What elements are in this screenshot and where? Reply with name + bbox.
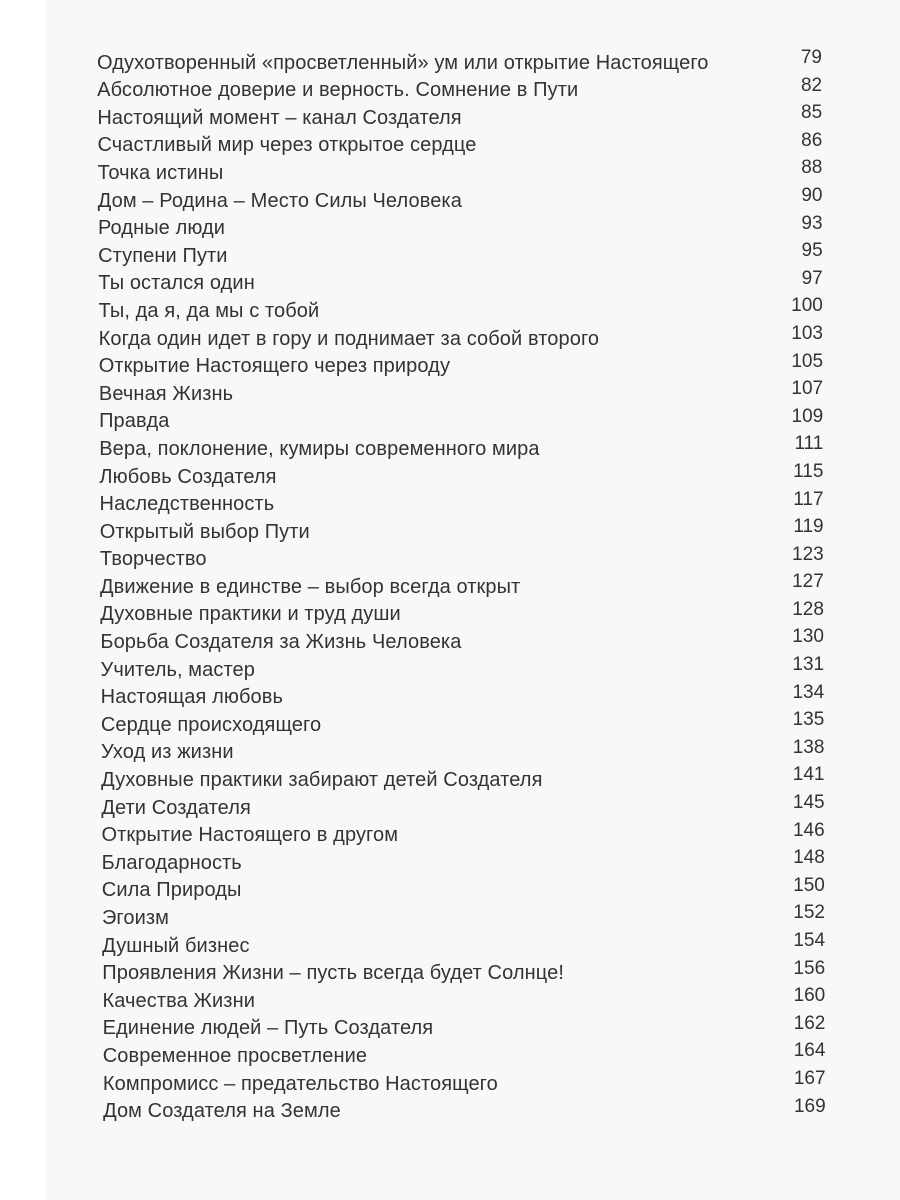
toc-entry-title: Открытие Настоящего в другом [101,824,399,847]
toc-entry-title: Учитель, мастер [100,658,255,681]
toc-entry-title: Вера, поклонение, кумиры современного мира [99,437,540,460]
toc-entry-page-number: 82 [800,74,823,96]
toc-entry-page-number: 105 [791,350,824,372]
toc-entry [101,792,824,820]
toc-entry [100,489,824,517]
toc-entry-page-number: 138 [792,736,825,758]
toc-entry [99,406,823,434]
toc-entry [98,268,822,296]
toc-entry-title: Любовь Создателя [99,465,277,488]
toc-entry [101,820,824,848]
toc-entry-page-number: 146 [792,819,825,841]
toc-entry [99,461,823,489]
toc-entry [98,240,823,268]
toc-entry-title: Настоящая любовь [100,686,283,709]
toc-entry-title: Современное просветление [102,1044,368,1067]
toc-entry [103,1068,826,1096]
toc-entry-title: Дом – Родина – Место Силы Человека [97,189,462,212]
toc-entry-page-number: 134 [792,681,825,703]
toc-entry-page-number: 93 [801,212,823,234]
toc-entry-page-number: 123 [792,543,824,565]
toc-entry-page-number: 169 [793,1095,826,1117]
toc-entry-page-number: 117 [793,488,824,510]
toc-entry [102,875,825,903]
toc-entry [100,516,824,544]
toc-entry-page-number: 141 [792,764,825,786]
toc-entry-title: Духовные практики и труд души [100,603,401,626]
toc-entry-title: Счастливый мир через открытое сердце [97,134,477,157]
toc-entry [102,902,825,930]
toc-entry-title: Творчество [99,548,207,571]
toc-entry [98,185,823,213]
toc-entry [98,157,823,185]
toc-entry-page-number: 86 [801,129,823,151]
toc-entry [102,985,825,1013]
toc-entry-page-number: 167 [793,1067,826,1089]
toc-entry [102,847,825,875]
toc-entry-title: Дом Создателя на Земле [103,1100,341,1123]
toc-entry-page-number: 148 [793,847,825,869]
toc-entry-title: Борьба Создателя за Жизнь Человека [100,631,462,654]
toc-entry-page-number: 97 [801,267,823,289]
toc-entry-title: Открытие Настоящего через природу [98,355,451,378]
toc-entry-page-number: 119 [793,516,824,538]
toc-entry-title: Ты, да я, да мы с тобой [98,299,320,322]
toc-entry [101,764,824,792]
toc-entry-title: Ступени Пути [98,244,228,267]
toc-entry [101,709,824,737]
toc-entry-title: Компромисс – предательство Настоящего [102,1072,498,1095]
toc-entry-title: Одухотворенный «просветленный» ум или открытие Настоящего [97,51,709,74]
toc-entry-page-number: 85 [801,102,823,124]
toc-entry-title: Когда один идет в гору и поднимает за собой второго [98,327,600,350]
toc-entry-title: Сердце происходящего [100,713,322,736]
toc-entry-title: Родные люди [97,217,226,240]
toc-entry-title: Единение людей – Путь Создателя [102,1017,434,1040]
toc-entry-title: Сила Природы [101,879,242,902]
toc-entry-title: Проявления Жизни – пусть всегда будет Солнце! [102,962,565,985]
toc-entry-title: Наследственность [99,493,275,516]
toc-entry-title: Качества Жизни [102,989,255,1012]
toc-entry [97,47,822,75]
toc-entry-page-number: 109 [791,405,824,427]
toc-entry [97,75,822,103]
toc-entry-page-number: 88 [801,157,823,179]
toc-entry-title: Точка истины [97,161,224,184]
toc-entry-page-number: 152 [793,902,825,924]
toc-entry [99,378,823,406]
toc-entry [101,737,824,765]
toc-entry-page-number: 150 [793,874,825,896]
toc-entry [100,544,824,572]
toc-entry-title: Духовные практики забирают детей Создателя [101,769,543,792]
toc-entry-title: Эгоизм [101,907,169,929]
toc-entry [103,1013,826,1041]
page-gutter [0,0,46,1200]
toc-entry-page-number: 160 [793,985,826,1007]
toc-entry-title: Открытый выбор Пути [99,520,310,543]
toc-entry-title: Дети Создателя [101,796,251,819]
toc-entry-page-number: 164 [793,1040,826,1062]
toc-entry-page-number: 128 [792,598,824,620]
toc-entry-title: Вечная Жизнь [98,382,234,405]
toc-entry-page-number: 95 [801,240,823,262]
toc-entry [101,654,825,682]
toc-entry-title: Правда [99,410,170,433]
toc-entry-page-number: 156 [793,957,826,979]
toc-entry-page-number: 162 [793,1012,826,1034]
toc-entry-page-number: 103 [791,322,823,344]
table-of-contents [97,47,826,1123]
toc-entry [98,295,822,323]
toc-entry [100,571,824,599]
toc-entry-page-number: 115 [793,460,824,482]
toc-entry [97,102,822,130]
toc-entry [100,626,824,654]
toc-entry-page-number: 154 [793,930,826,951]
toc-entry-page-number: 90 [801,184,823,206]
toc-entry-page-number: 79 [800,47,822,68]
toc-entry [102,930,825,958]
toc-entry [102,958,825,986]
toc-entry-title: Движение в единстве – выбор всегда открыт [100,575,521,598]
toc-entry-title: Душный бизнес [102,934,250,957]
toc-entry-page-number: 111 [794,433,824,455]
toc-entry-page-number: 135 [792,709,825,731]
toc-entry [99,433,823,461]
toc-entry [99,351,823,379]
toc-entry [97,130,822,158]
toc-entry [103,1040,826,1068]
toc-entry [103,1096,826,1124]
toc-entry-page-number: 145 [792,792,825,814]
toc-entry [98,213,823,241]
toc-entry-page-number: 130 [792,626,824,648]
toc-entry [99,323,823,351]
toc-entry-title: Ты остался один [98,272,255,295]
toc-entry-page-number: 107 [791,378,824,400]
toc-entry-page-number: 100 [791,295,823,317]
toc-entry-page-number: 127 [792,571,824,593]
toc-entry-title: Благодарность [101,851,242,874]
toc-entry-page-number: 131 [792,654,825,676]
toc-entry-title: Абсолютное доверие и верность. Сомнение в Пути [97,79,579,102]
toc-entry-title: Уход из жизни [101,741,234,764]
toc-entry-title: Настоящий момент – канал Создателя [97,106,462,129]
toc-entry [101,682,825,710]
toc-entry [100,599,824,627]
